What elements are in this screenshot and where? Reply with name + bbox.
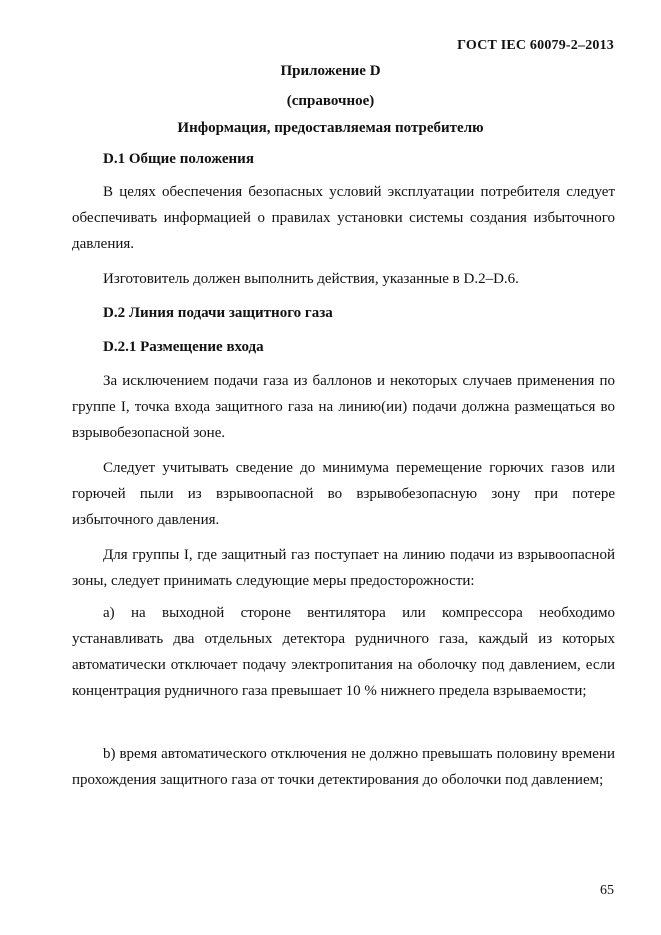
paragraph-d21-3 <box>72 542 615 594</box>
paragraph-d21-2 <box>72 455 615 533</box>
list-item-b <box>72 741 615 793</box>
paragraph-d1-1 <box>72 179 615 257</box>
paragraph-d21-1 <box>72 368 615 446</box>
standard-code: ГОСТ IEC 60079-2–2013 <box>457 38 614 53</box>
annex-type: (справочное) <box>286 93 375 109</box>
paragraph-text: Для группы I, где защитный газ поступает на линию подачи из взрывоопасной зоны, следует принимать следующие меры предосторожности: <box>72 547 615 589</box>
paragraph-text: Следует учитывать сведение до минимума перемещение горючих газов или горючей пыли из взрывоопасной во взрывобезопасную зону при потере избыточного давления. <box>72 460 615 528</box>
section-heading-d2: D.2 Линия подачи защитного газа <box>103 305 333 321</box>
list-item-text: b) время автоматического отключения не должно превышать половину времени прохождения защитного газа от точки детектирования до оболочки под давлением; <box>72 746 615 788</box>
paragraph-text: В целях обеспечения безопасных условий эксплуатации потребителя следует обеспечивать информацией о правилах установки системы создания избыточного давления. <box>72 184 615 252</box>
paragraph-text: За исключением подачи газа из баллонов и некоторых случаев применения по группе I, точка входа защитного газа на линию(ии) подачи должна размещаться во взрывобезопасной зоне. <box>72 373 615 441</box>
annex-title: Приложение D <box>280 63 381 79</box>
paragraph-text: Изготовитель должен выполнить действия, указанные в D.2–D.6. <box>103 271 519 287</box>
paragraph-d1-2 <box>72 266 615 292</box>
section-heading-d1: D.1 Общие положения <box>103 151 254 167</box>
section-heading-d21: D.2.1 Размещение входа <box>103 339 264 355</box>
list-item-a <box>72 600 615 704</box>
annex-subtitle: Информация, предоставляемая потребителю <box>177 120 484 136</box>
list-item-text: a) на выходной стороне вентилятора или компрессора необходимо устанавливать два отдельных детектора рудничного газа, каждый из которых автоматически отключает подачу электропитания на оболочку под давлением, если концентрация рудничного газа превышает 10 % нижнего предела взрываемости; <box>72 605 615 699</box>
page-number: 65 <box>600 883 614 898</box>
